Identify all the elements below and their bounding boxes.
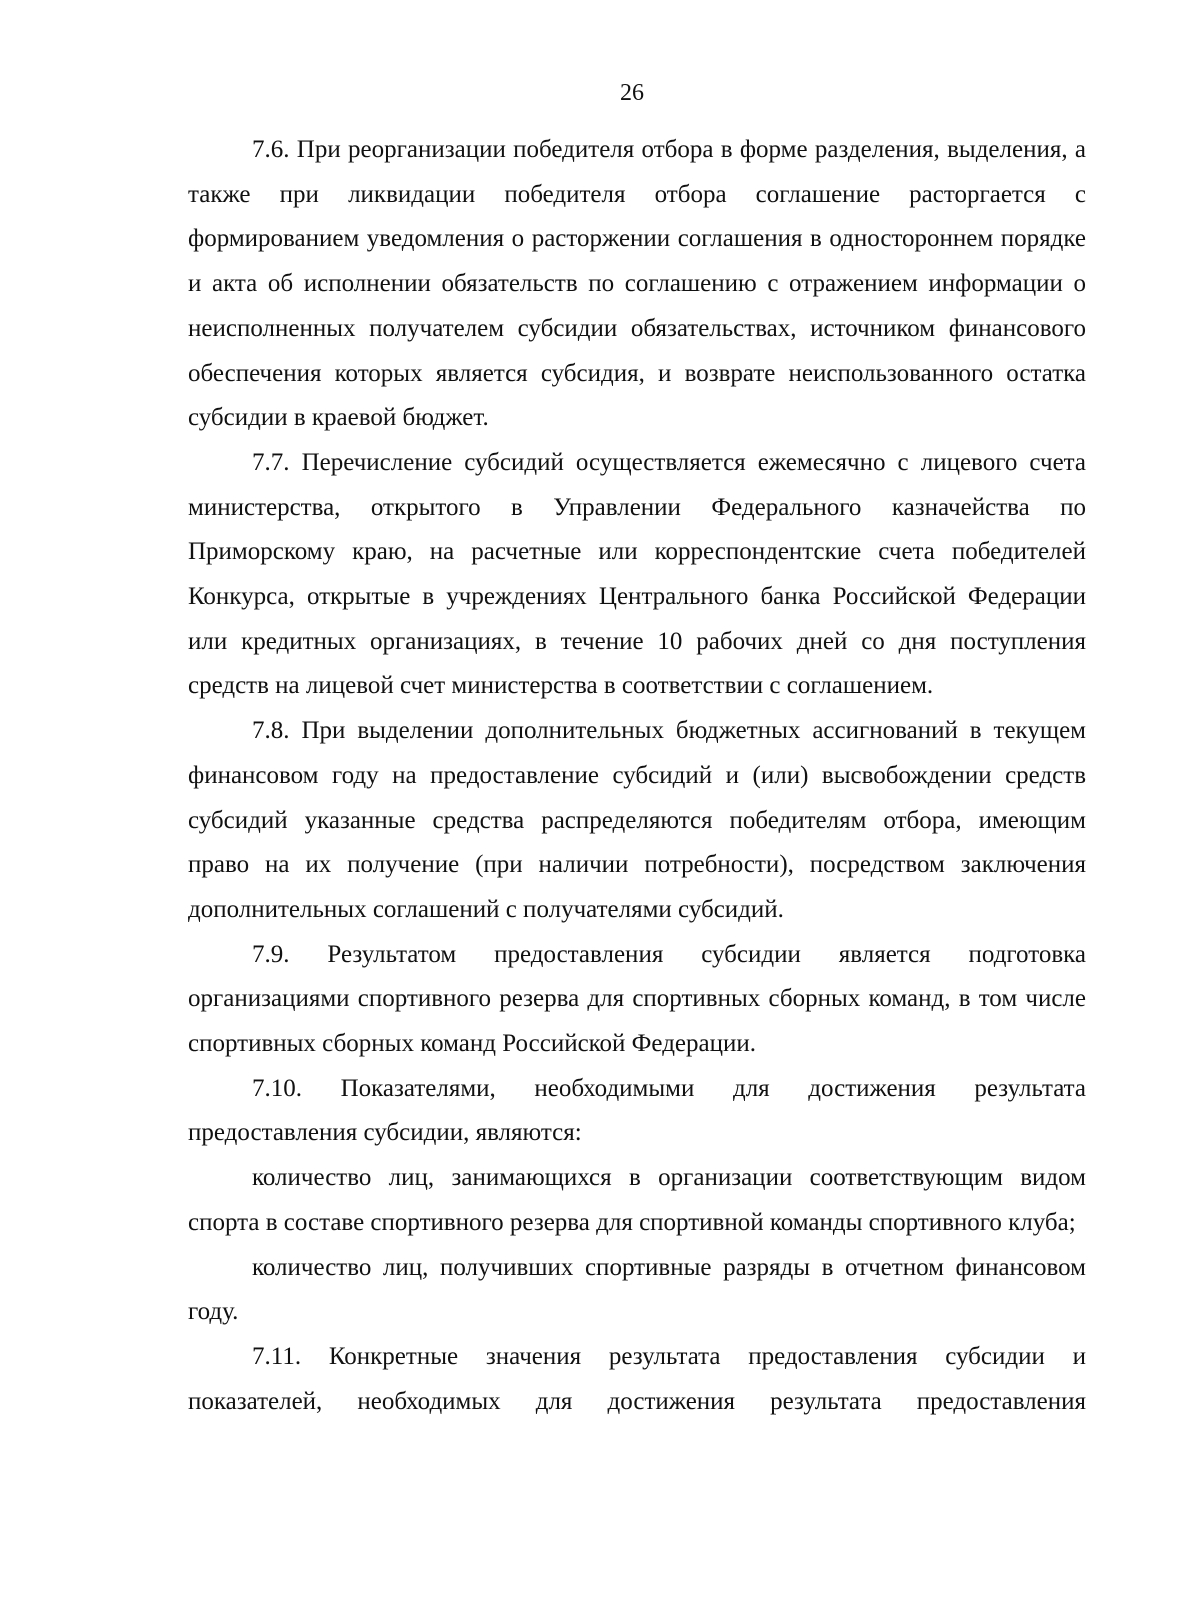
paragraph-7-6: 7.6. При реорганизации победителя отбора в форме разделения, выделения, а также при ликвидации победителя отбора соглашение расторгается с формированием уведомления о расторжении соглашения в одностороннем порядке и акта об исполнении обязательств по соглашению с отражением информации о неисполненных получателем субсидии обязательствах, источником финансового обеспечения которых является субсидия, и возврате неиспользованного остатка субсидии в краевой бюджет. — [188, 136, 1086, 432]
paragraph-7-8: 7.8. При выделении дополнительных бюджетных ассигнований в текущем финансовом году на предоставление субсидий и (или) высвобождении средств субсидий указанные средства распределяются победителям отбора, имеющим право на их получение (при наличии потребности), посредством заключения дополнительных соглашений с получателями субсидий. — [188, 717, 1086, 923]
paragraph-7-11: 7.11. Конкретные значения результата предоставления субсидии и показателей, необходимых для достижения результата предоставления — [188, 1342, 1086, 1415]
document-body — [188, 128, 1086, 1424]
paragraph-7-10: 7.10. Показателями, необходимыми для достижения результата предоставления субсидии, являются: — [188, 1074, 1086, 1147]
indicator-item-1: количество лиц, занимающихся в организации соответствующим видом спорта в составе спортивного резерва для спортивной команды спортивного клуба; — [188, 1164, 1086, 1236]
indicator-item-2: количество лиц, получивших спортивные разряды в отчетном финансовом году. — [188, 1253, 1086, 1326]
paragraph-7-9: 7.9. Результатом предоставления субсидии является подготовка организациями спортивного резерва для спортивных сборных команд, в том числе спортивных сборных команд Российской Федерации. — [188, 940, 1086, 1058]
page-number: 26 — [620, 80, 644, 106]
paragraph-7-7: 7.7. Перечисление субсидий осуществляется ежемесячно с лицевого счета министерства, открытого в Управлении Федерального казначейства по Приморскому краю, на расчетные или корреспондентские счета победителей Конкурса, открытые в учреждениях Центрального банка Российской Федерации или кредитных организациях, в течение 10 рабочих дней со дня поступления средств на лицевой счет министерства в соответствии с соглашением. — [188, 448, 1086, 700]
